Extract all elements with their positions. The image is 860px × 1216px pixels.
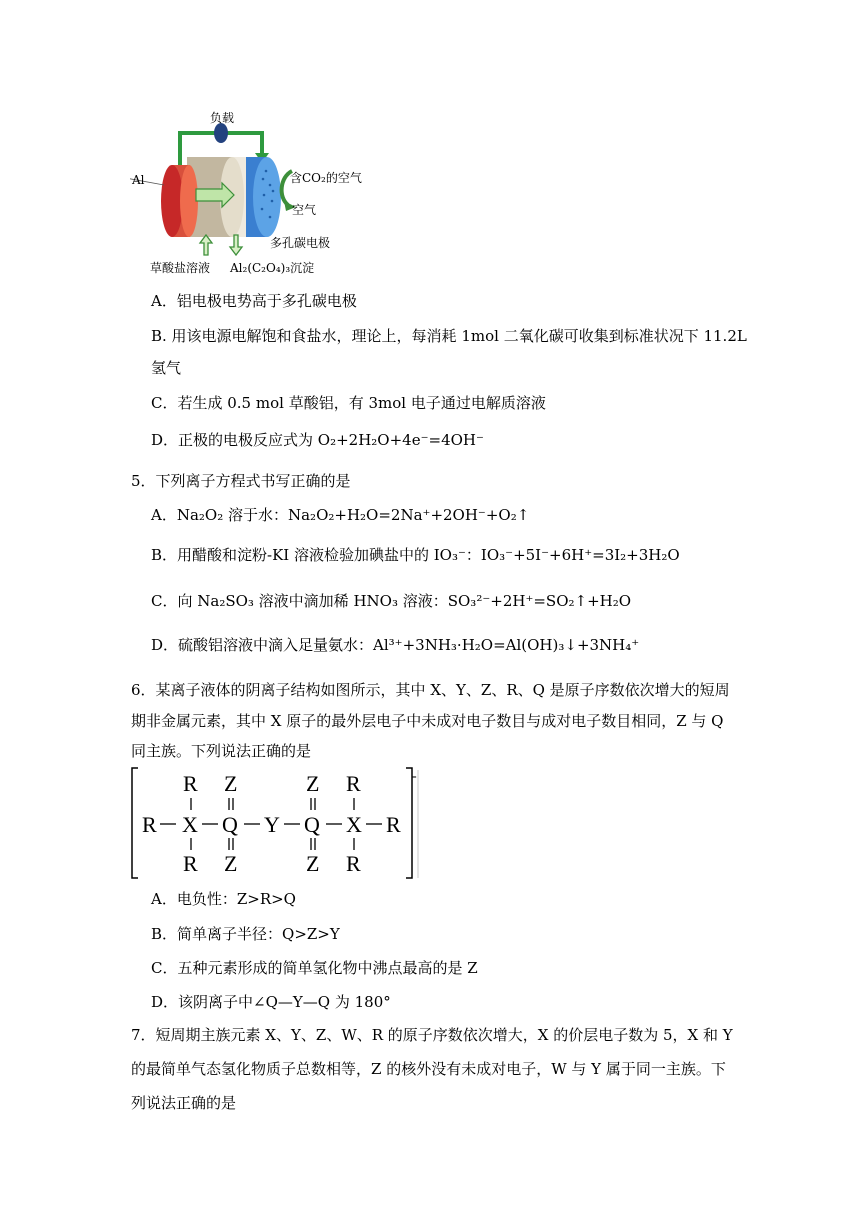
atom-z-top-2: Z — [306, 771, 320, 796]
outflow-arrow — [230, 235, 242, 255]
atom-y: Y — [264, 812, 280, 837]
q6-option-d: D．该阴离子中∠Q—Y—Q 为 180° — [151, 993, 391, 1011]
q5-option-a: A．Na₂O₂ 溶于水：Na₂O₂+H₂O=2Na⁺+2OH⁻+O₂↑ — [151, 506, 530, 524]
oxalate-solution-label: 草酸盐溶液 — [150, 261, 211, 275]
co2-air-label: 含CO₂的空气 — [290, 171, 362, 185]
q4-option-d: D．正极的电极反应式为 O₂+2H₂O+4e⁻=4OH⁻ — [151, 431, 484, 449]
q7-stem-line-1: 7．短周期主族元素 X、Y、Z、W、R 的原子序数依次增大，X 的价层电子数为 5，X 和 Y — [131, 1026, 733, 1044]
air-label: 空气 — [292, 203, 317, 217]
anion-structure — [128, 766, 428, 884]
q6-stem-line-2: 期非金属元素，其中 X 原子的最外层电子中未成对电子数目与成对电子数目相同，Z 与 Q — [131, 712, 724, 730]
atom-r-bottom-1: R — [183, 851, 198, 876]
al-electrode-face — [161, 165, 183, 237]
atom-z-top-1: Z — [224, 771, 238, 796]
atom-q-right: Q — [304, 812, 320, 837]
q7-stem-line-3: 列说法正确的是 — [131, 1094, 237, 1112]
anion-charge: - — [412, 769, 417, 784]
inflow-arrow — [200, 235, 212, 255]
q4-option-b-cont: 氢气 — [151, 359, 182, 377]
atom-x-left: X — [182, 812, 198, 837]
al-label: Al — [132, 173, 145, 187]
q5-option-d: D．硫酸铝溶液中滴入足量氨水：Al³⁺+3NH₃·H₂O=Al(OH)₃↓+3NH₄⁺ — [151, 636, 640, 654]
q6-option-c: C．五种元素形成的简单氢化物中沸点最高的是 Z — [151, 959, 478, 977]
porous-electrode-face — [253, 157, 281, 237]
q4-option-c: C．若生成 0.5 mol 草酸铝，有 3mol 电子通过电解质溶液 — [151, 394, 546, 412]
porous-electrode-label: 多孔碳电极 — [270, 236, 331, 250]
atom-r-right: R — [386, 812, 401, 837]
atom-r-left: R — [142, 812, 157, 837]
q5-option-c: C．向 Na₂SO₃ 溶液中滴加稀 HNO₃ 溶液：SO₃²⁻+2H⁺=SO₂↑+H₂O — [151, 592, 632, 610]
cell-figure — [130, 105, 380, 277]
atom-x-right: X — [346, 812, 362, 837]
al-electrode-inner — [180, 165, 198, 237]
atom-z-bottom-1: Z — [224, 851, 238, 876]
q5-option-b: B．用醋酸和淀粉-KI 溶液检验加碘盐中的 IO₃⁻：IO₃⁻+5I⁻+6H⁺=3I₂+3H₂O — [151, 546, 680, 564]
q6-stem-line-3: 同主族。下列说法正确的是 — [131, 742, 312, 760]
atom-r-top-1: R — [183, 771, 198, 796]
precipitate-label: Al₂(C₂O₄)₃沉淀 — [230, 261, 315, 275]
load-icon — [214, 123, 228, 143]
load-label: 负载 — [210, 111, 235, 125]
q4-option-a: A．铝电极电势高于多孔碳电极 — [151, 292, 357, 310]
q6-option-b: B．简单离子半径：Q>Z>Y — [151, 925, 340, 943]
atom-r-bottom-2: R — [346, 851, 361, 876]
q4-option-b: B. 用该电源电解饱和食盐水，理论上，每消耗 1mol 二氧化碳可收集到标准状况下 11.2L — [151, 327, 747, 345]
q6-stem-line-1: 6．某离子液体的阴离子结构如图所示，其中 X、Y、Z、R、Q 是原子序数依次增大的短周 — [131, 681, 730, 699]
anion-structure-svg — [128, 766, 428, 884]
q6-option-a: A．电负性：Z>R>Q — [151, 890, 296, 908]
atom-r-top-2: R — [346, 771, 361, 796]
q7-stem-line-2: 的最简单气态氢化物质子总数相等，Z 的核外没有未成对电子，W 与 Y 属于同一主族。下 — [131, 1060, 726, 1078]
atom-q-left: Q — [222, 812, 238, 837]
cell-diagram — [130, 105, 380, 277]
q5-stem: 5．下列离子方程式书写正确的是 — [131, 472, 351, 490]
atom-z-bottom-2: Z — [306, 851, 320, 876]
